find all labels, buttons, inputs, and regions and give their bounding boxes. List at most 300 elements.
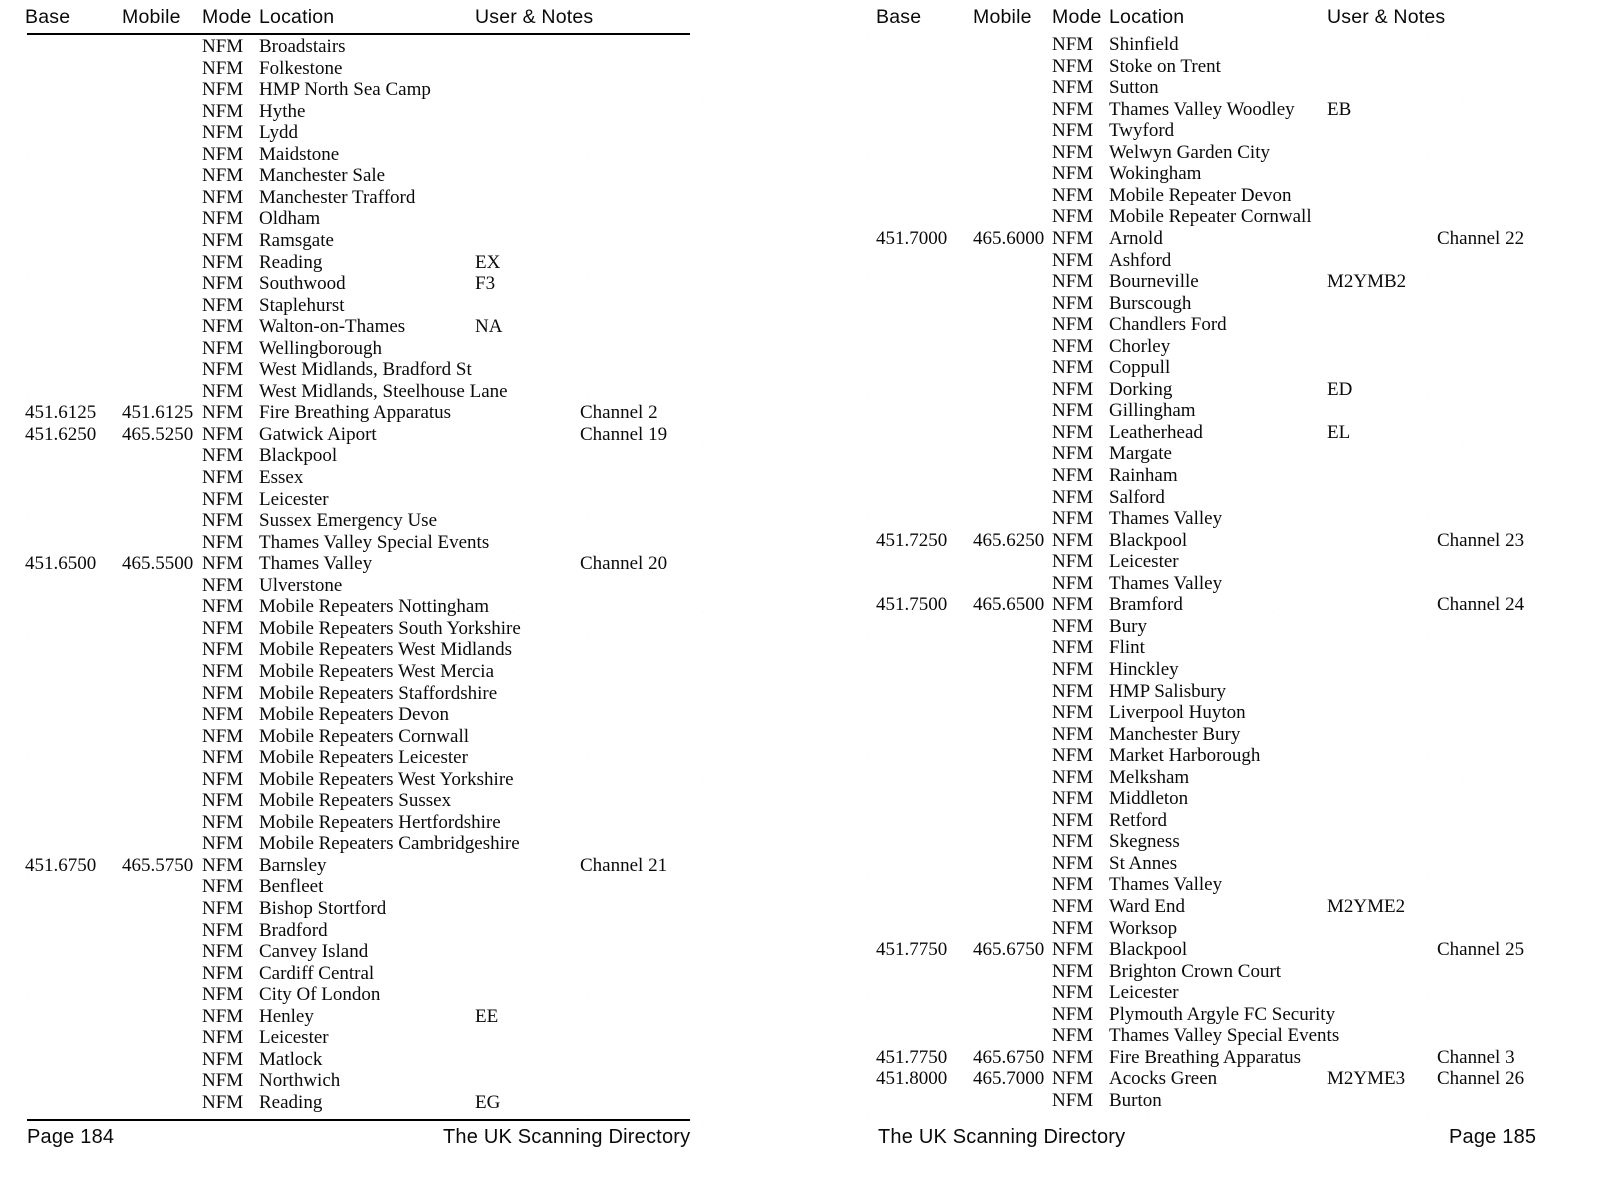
column-header-mobile: Mobile xyxy=(973,6,1032,28)
cell-mode: NFM xyxy=(202,316,244,338)
cell-location: Matlock xyxy=(259,1048,323,1070)
table-row xyxy=(860,1047,1600,1069)
table-row xyxy=(0,445,720,467)
cell-location: HMP North Sea Camp xyxy=(259,79,431,101)
cell-mode: NFM xyxy=(1052,271,1094,293)
cell-mode: NFM xyxy=(202,768,244,790)
cell-base: 451.7750 xyxy=(876,939,948,961)
cell-mode: NFM xyxy=(1052,1003,1094,1025)
cell-location: St Annes xyxy=(1109,852,1178,874)
cell-location: Thames Valley xyxy=(259,553,373,575)
cell-mode: NFM xyxy=(1052,831,1094,853)
cell-mode: NFM xyxy=(202,941,244,963)
table-row xyxy=(860,271,1600,293)
cell-user-note: M2YMB2 xyxy=(1327,271,1407,293)
cell-channel: Channel 23 xyxy=(1437,529,1525,551)
cell-mode: NFM xyxy=(202,57,244,79)
cell-mobile: 465.6750 xyxy=(973,939,1045,961)
table-row xyxy=(860,422,1600,444)
cell-mobile: 465.7000 xyxy=(973,1068,1045,1090)
cell-location: Mobile Repeaters West Midlands xyxy=(259,639,512,661)
cell-mode: NFM xyxy=(202,359,244,381)
page-right xyxy=(860,0,1600,1180)
table-row xyxy=(860,1090,1600,1112)
cell-location: Henley xyxy=(259,1005,314,1027)
table-row xyxy=(0,424,720,446)
table-row xyxy=(860,465,1600,487)
cell-location: Mobile Repeaters Sussex xyxy=(259,790,452,812)
cell-mode: NFM xyxy=(202,122,244,144)
table-row xyxy=(860,551,1600,573)
cell-mode: NFM xyxy=(202,273,244,295)
cell-mode: NFM xyxy=(1052,680,1094,702)
cell-mode: NFM xyxy=(1052,702,1094,724)
cell-location: Leicester xyxy=(1109,551,1179,573)
table-row xyxy=(860,185,1600,207)
cell-mode: NFM xyxy=(1052,378,1094,400)
cell-mode: NFM xyxy=(202,165,244,187)
table-row xyxy=(860,788,1600,810)
cell-location: Hinckley xyxy=(1109,658,1179,680)
cell-mode: NFM xyxy=(1052,335,1094,357)
table-row xyxy=(0,381,720,403)
cell-mode: NFM xyxy=(202,294,244,316)
cell-base: 451.7250 xyxy=(876,529,948,551)
cell-mode: NFM xyxy=(202,380,244,402)
cell-location: Mobile Repeaters Leicester xyxy=(259,747,468,769)
cell-mode: NFM xyxy=(1052,465,1094,486)
cell-location: Plymouth Argyle FC Security xyxy=(1109,1003,1336,1025)
cell-mode: NFM xyxy=(1052,163,1094,185)
table-row xyxy=(860,99,1600,121)
cell-mode: NFM xyxy=(1052,314,1094,336)
cell-mode: NFM xyxy=(1052,1046,1094,1068)
table-row xyxy=(0,984,720,1006)
cell-mode: NFM xyxy=(202,1005,244,1027)
table-row xyxy=(0,1049,720,1071)
table-row xyxy=(0,489,720,511)
table-row xyxy=(0,575,720,597)
cell-mode: NFM xyxy=(1052,98,1094,120)
cell-mode: NFM xyxy=(1052,77,1094,99)
table-row xyxy=(860,34,1600,56)
cell-location: Chandlers Ford xyxy=(1109,314,1227,336)
cell-mode: NFM xyxy=(202,402,244,424)
table-row xyxy=(860,142,1600,164)
table-row xyxy=(860,508,1600,530)
table-row xyxy=(0,812,720,834)
cell-mode: NFM xyxy=(1052,809,1094,831)
cell-location: Twyford xyxy=(1109,120,1175,142)
footer-title: The UK Scanning Directory xyxy=(443,1126,691,1148)
cell-location: Lydd xyxy=(259,122,299,144)
cell-location: Salford xyxy=(1109,486,1165,508)
table-row xyxy=(860,853,1600,875)
table-row xyxy=(860,594,1600,616)
cell-mode: NFM xyxy=(1052,572,1094,594)
cell-user-note: EL xyxy=(1327,421,1351,443)
table-row xyxy=(860,810,1600,832)
cell-channel: Channel 3 xyxy=(1437,1046,1515,1068)
cell-mode: NFM xyxy=(1052,766,1094,788)
cell-mode: NFM xyxy=(202,876,244,898)
cell-mode: NFM xyxy=(202,531,244,553)
cell-location: Stoke on Trent xyxy=(1109,55,1221,77)
cell-mode: NFM xyxy=(202,984,244,1006)
cell-mode: NFM xyxy=(1052,939,1094,961)
cell-location: Leicester xyxy=(259,1027,329,1049)
table-row xyxy=(860,831,1600,853)
table-row xyxy=(0,941,720,963)
cell-location: Mobile Repeaters West Mercia xyxy=(259,660,495,682)
table-row xyxy=(0,920,720,942)
cell-base: 451.8000 xyxy=(876,1068,948,1090)
table-row xyxy=(0,510,720,532)
cell-channel: Channel 2 xyxy=(580,402,658,424)
table-row xyxy=(0,726,720,748)
cell-mode: NFM xyxy=(1052,594,1094,616)
cell-mode: NFM xyxy=(1052,34,1094,55)
cell-location: Margate xyxy=(1109,443,1172,465)
table-row xyxy=(0,208,720,230)
cell-user-note: EG xyxy=(475,1091,501,1113)
cell-mode: NFM xyxy=(1052,421,1094,443)
table-row xyxy=(0,295,720,317)
cell-mode: NFM xyxy=(1052,508,1094,530)
cell-mode: NFM xyxy=(202,1048,244,1070)
table-row xyxy=(860,443,1600,465)
cell-user-note: NA xyxy=(475,316,503,338)
table-row xyxy=(860,573,1600,595)
cell-location: Manchester Bury xyxy=(1109,723,1241,745)
cell-location: Staplehurst xyxy=(259,294,345,316)
cell-location: Blackpool xyxy=(259,445,338,467)
cell-location: Worksop xyxy=(1109,917,1178,939)
table-row xyxy=(0,273,720,295)
cell-mode: NFM xyxy=(202,574,244,596)
cell-location: Burton xyxy=(1109,1089,1162,1111)
cell-mode: NFM xyxy=(202,229,244,251)
cell-channel: Channel 22 xyxy=(1437,227,1525,249)
cell-location: Benfleet xyxy=(259,876,324,898)
cell-location: Bury xyxy=(1109,615,1147,637)
cell-location: Thames Valley xyxy=(1109,572,1223,594)
table-row xyxy=(0,618,720,640)
column-header-base: Base xyxy=(25,6,71,28)
cell-user-note: F3 xyxy=(475,273,496,295)
cell-location: Blackpool xyxy=(1109,939,1188,961)
cell-location: Oldham xyxy=(259,208,321,230)
cell-location: Retford xyxy=(1109,809,1168,831)
cell-location: Gatwick Aiport xyxy=(259,423,377,445)
cell-channel: Channel 24 xyxy=(1437,594,1525,616)
table-row xyxy=(0,359,720,381)
column-header-mode: Mode xyxy=(202,6,252,28)
table-row xyxy=(860,982,1600,1004)
cell-mode: NFM xyxy=(1052,723,1094,745)
table-row xyxy=(0,769,720,791)
cell-mode: NFM xyxy=(202,962,244,984)
cell-location: Mobile Repeaters Hertfordshire xyxy=(259,811,501,833)
cell-channel: Channel 26 xyxy=(1437,1068,1525,1090)
cell-mode: NFM xyxy=(202,725,244,747)
table-row xyxy=(0,252,720,274)
table-row xyxy=(0,704,720,726)
cell-location: Bourneville xyxy=(1109,271,1199,293)
cell-location: Mobile Repeaters Devon xyxy=(259,704,449,726)
cell-location: Canvey Island xyxy=(259,941,369,963)
table-row xyxy=(860,939,1600,961)
table-row xyxy=(860,681,1600,703)
cell-mode: NFM xyxy=(202,423,244,445)
cell-mode: NFM xyxy=(1052,960,1094,982)
cell-mode: NFM xyxy=(1052,357,1094,379)
header-rule xyxy=(27,33,690,35)
cell-mode: NFM xyxy=(1052,874,1094,896)
cell-mode: NFM xyxy=(1052,551,1094,573)
cell-location: Reading xyxy=(259,1091,323,1113)
cell-location: Manchester Sale xyxy=(259,165,386,187)
cell-location: Ulverstone xyxy=(259,574,343,596)
table-row xyxy=(0,36,720,58)
cell-mode: NFM xyxy=(1052,249,1094,271)
table-row xyxy=(0,639,720,661)
cell-mode: NFM xyxy=(1052,486,1094,508)
cell-mode: NFM xyxy=(202,682,244,704)
table-row xyxy=(0,165,720,187)
column-header-user-notes: User & Notes xyxy=(1327,6,1446,28)
cell-mode: NFM xyxy=(202,919,244,941)
cell-location: City Of London xyxy=(259,984,381,1006)
cell-base: 451.7500 xyxy=(876,594,948,616)
cell-mobile: 465.6250 xyxy=(973,529,1045,551)
cell-user-note: ED xyxy=(1327,378,1353,400)
cell-location: Ramsgate xyxy=(259,229,334,251)
table-row xyxy=(860,487,1600,509)
table-row xyxy=(860,616,1600,638)
column-header-location: Location xyxy=(259,6,335,28)
cell-mode: NFM xyxy=(202,747,244,769)
cell-mode: NFM xyxy=(1052,615,1094,637)
cell-location: Mobile Repeaters West Yorkshire xyxy=(259,768,514,790)
page-number: Page 185 xyxy=(1449,1126,1537,1148)
cell-location: Bishop Stortford xyxy=(259,898,387,919)
table-row xyxy=(860,56,1600,78)
cell-mode: NFM xyxy=(202,1027,244,1049)
cell-mode: NFM xyxy=(202,854,244,876)
cell-mode: NFM xyxy=(1052,658,1094,680)
cell-mobile: 465.6750 xyxy=(973,1046,1045,1068)
cell-channel: Channel 25 xyxy=(1437,939,1525,961)
table-row xyxy=(0,683,720,705)
footer-title: The UK Scanning Directory xyxy=(878,1126,1126,1148)
cell-location: Essex xyxy=(259,467,304,488)
column-header-user-notes: User & Notes xyxy=(475,6,594,28)
cell-location: Arnold xyxy=(1109,227,1163,249)
cell-location: Mobile Repeaters Cornwall xyxy=(259,725,470,747)
cell-mode: NFM xyxy=(202,100,244,122)
cell-mode: NFM xyxy=(202,467,244,488)
table-row xyxy=(860,400,1600,422)
cell-location: Northwich xyxy=(259,1070,341,1092)
table-row xyxy=(0,230,720,252)
cell-mode: NFM xyxy=(1052,1089,1094,1111)
column-header-mobile: Mobile xyxy=(122,6,181,28)
table-row xyxy=(860,1025,1600,1047)
cell-location: Chorley xyxy=(1109,335,1171,357)
cell-location: Leicester xyxy=(1109,982,1179,1004)
cell-location: Mobile Repeater Devon xyxy=(1109,184,1292,206)
cell-mode: NFM xyxy=(202,660,244,682)
table-row xyxy=(860,767,1600,789)
cell-location: Blackpool xyxy=(1109,529,1188,551)
cell-mode: NFM xyxy=(202,811,244,833)
cell-location: Mobile Repeaters South Yorkshire xyxy=(259,617,521,639)
table-row xyxy=(860,1004,1600,1026)
cell-mode: NFM xyxy=(1052,443,1094,465)
cell-location: Barnsley xyxy=(259,854,327,876)
cell-location: Thames Valley Woodley xyxy=(1109,98,1295,120)
cell-location: Thames Valley xyxy=(1109,508,1223,530)
cell-location: Skegness xyxy=(1109,831,1180,853)
table-row xyxy=(860,336,1600,358)
cell-location: Bramford xyxy=(1109,594,1183,616)
cell-mobile: 465.6000 xyxy=(973,227,1045,249)
cell-location: Welwyn Garden City xyxy=(1109,141,1270,163)
table-row xyxy=(0,661,720,683)
cell-mode: NFM xyxy=(1052,788,1094,810)
cell-user-note: EE xyxy=(475,1005,499,1027)
table-row xyxy=(860,896,1600,918)
table-row xyxy=(0,596,720,618)
cell-mode: NFM xyxy=(202,1091,244,1113)
cell-location: Sussex Emergency Use xyxy=(259,510,438,532)
table-row xyxy=(860,163,1600,185)
cell-location: Acocks Green xyxy=(1109,1068,1218,1090)
cell-channel: Channel 20 xyxy=(580,553,668,575)
cell-mobile: 451.6125 xyxy=(122,402,194,424)
cell-mobile: 465.5750 xyxy=(122,854,194,876)
cell-mode: NFM xyxy=(202,596,244,618)
table-row xyxy=(0,101,720,123)
cell-location: Dorking xyxy=(1109,378,1173,400)
cell-mode: NFM xyxy=(202,833,244,855)
cell-mode: NFM xyxy=(202,790,244,812)
table-row xyxy=(0,876,720,898)
cell-location: Ashford xyxy=(1109,249,1172,271)
cell-location: Burscough xyxy=(1109,292,1192,314)
cell-mode: NFM xyxy=(202,488,244,510)
table-row xyxy=(0,187,720,209)
table-row xyxy=(860,530,1600,552)
table-row xyxy=(0,338,720,360)
cell-location: Liverpool Huyton xyxy=(1109,702,1246,724)
column-header-location: Location xyxy=(1109,6,1185,28)
cell-channel: Channel 19 xyxy=(580,423,668,445)
cell-location: Thames Valley Special Events xyxy=(259,531,490,553)
cell-location: Fire Breathing Apparatus xyxy=(1109,1046,1302,1068)
table-row xyxy=(860,293,1600,315)
cell-location: Manchester Trafford xyxy=(259,186,416,208)
cell-mode: NFM xyxy=(202,445,244,467)
cell-base: 451.7750 xyxy=(876,1046,948,1068)
cell-base: 451.6125 xyxy=(25,402,97,424)
cell-location: Thames Valley xyxy=(1109,874,1223,896)
cell-location: Sutton xyxy=(1109,77,1159,99)
cell-location: Walton-on-Thames xyxy=(259,316,406,338)
cell-mode: NFM xyxy=(1052,1025,1094,1047)
cell-mode: NFM xyxy=(1052,120,1094,142)
cell-location: Market Harborough xyxy=(1109,745,1261,767)
cell-mode: NFM xyxy=(1052,206,1094,228)
cell-mode: NFM xyxy=(1052,141,1094,163)
cell-mode: NFM xyxy=(1052,292,1094,314)
cell-user-note: EB xyxy=(1327,98,1352,120)
cell-location: Mobile Repeater Cornwall xyxy=(1109,206,1312,228)
page-number: Page 184 xyxy=(27,1126,115,1148)
cell-location: Flint xyxy=(1109,637,1145,659)
table-row xyxy=(0,122,720,144)
cell-location: West Midlands, Bradford St xyxy=(259,359,472,381)
cell-location: West Midlands, Steelhouse Lane xyxy=(259,380,508,402)
cell-user-note: M2YME2 xyxy=(1327,896,1406,917)
cell-mode: NFM xyxy=(202,186,244,208)
table-row xyxy=(0,532,720,554)
cell-mode: NFM xyxy=(1052,529,1094,551)
cell-location: Folkestone xyxy=(259,57,343,79)
cell-channel: Channel 21 xyxy=(580,854,668,876)
table-row xyxy=(860,228,1600,250)
table-row xyxy=(860,745,1600,767)
table-row xyxy=(0,144,720,166)
table-row xyxy=(860,379,1600,401)
cell-mode: NFM xyxy=(1052,637,1094,659)
cell-mode: NFM xyxy=(1052,896,1094,917)
cell-location: Reading xyxy=(259,251,323,273)
cell-location: Mobile Repeaters Cambridgeshire xyxy=(259,833,520,855)
table-row xyxy=(0,855,720,877)
cell-location: Cardiff Central xyxy=(259,962,375,984)
cell-location: HMP Salisbury xyxy=(1109,680,1227,702)
table-row xyxy=(0,747,720,769)
page-left xyxy=(0,0,720,1180)
cell-mode: NFM xyxy=(202,510,244,532)
cell-mode: NFM xyxy=(1052,55,1094,77)
cell-mode: NFM xyxy=(202,898,244,919)
cell-mode: NFM xyxy=(1052,227,1094,249)
cell-mode: NFM xyxy=(202,36,244,57)
table-row xyxy=(860,314,1600,336)
cell-mode: NFM xyxy=(1052,982,1094,1004)
cell-location: Middleton xyxy=(1109,788,1189,810)
table-row xyxy=(860,702,1600,724)
cell-mobile: 465.5500 xyxy=(122,553,194,575)
cell-mode: NFM xyxy=(202,251,244,273)
cell-location: Ward End xyxy=(1109,896,1186,917)
footer-rule xyxy=(27,1119,690,1121)
table-row xyxy=(860,120,1600,142)
table-row xyxy=(860,357,1600,379)
cell-location: Coppull xyxy=(1109,357,1171,379)
column-header-mode: Mode xyxy=(1052,6,1102,28)
cell-location: Rainham xyxy=(1109,465,1178,486)
cell-mode: NFM xyxy=(202,208,244,230)
cell-location: Brighton Crown Court xyxy=(1109,960,1282,982)
column-header-base: Base xyxy=(876,6,922,28)
cell-user-note: EX xyxy=(475,251,501,273)
table-row xyxy=(860,961,1600,983)
table-row xyxy=(0,963,720,985)
